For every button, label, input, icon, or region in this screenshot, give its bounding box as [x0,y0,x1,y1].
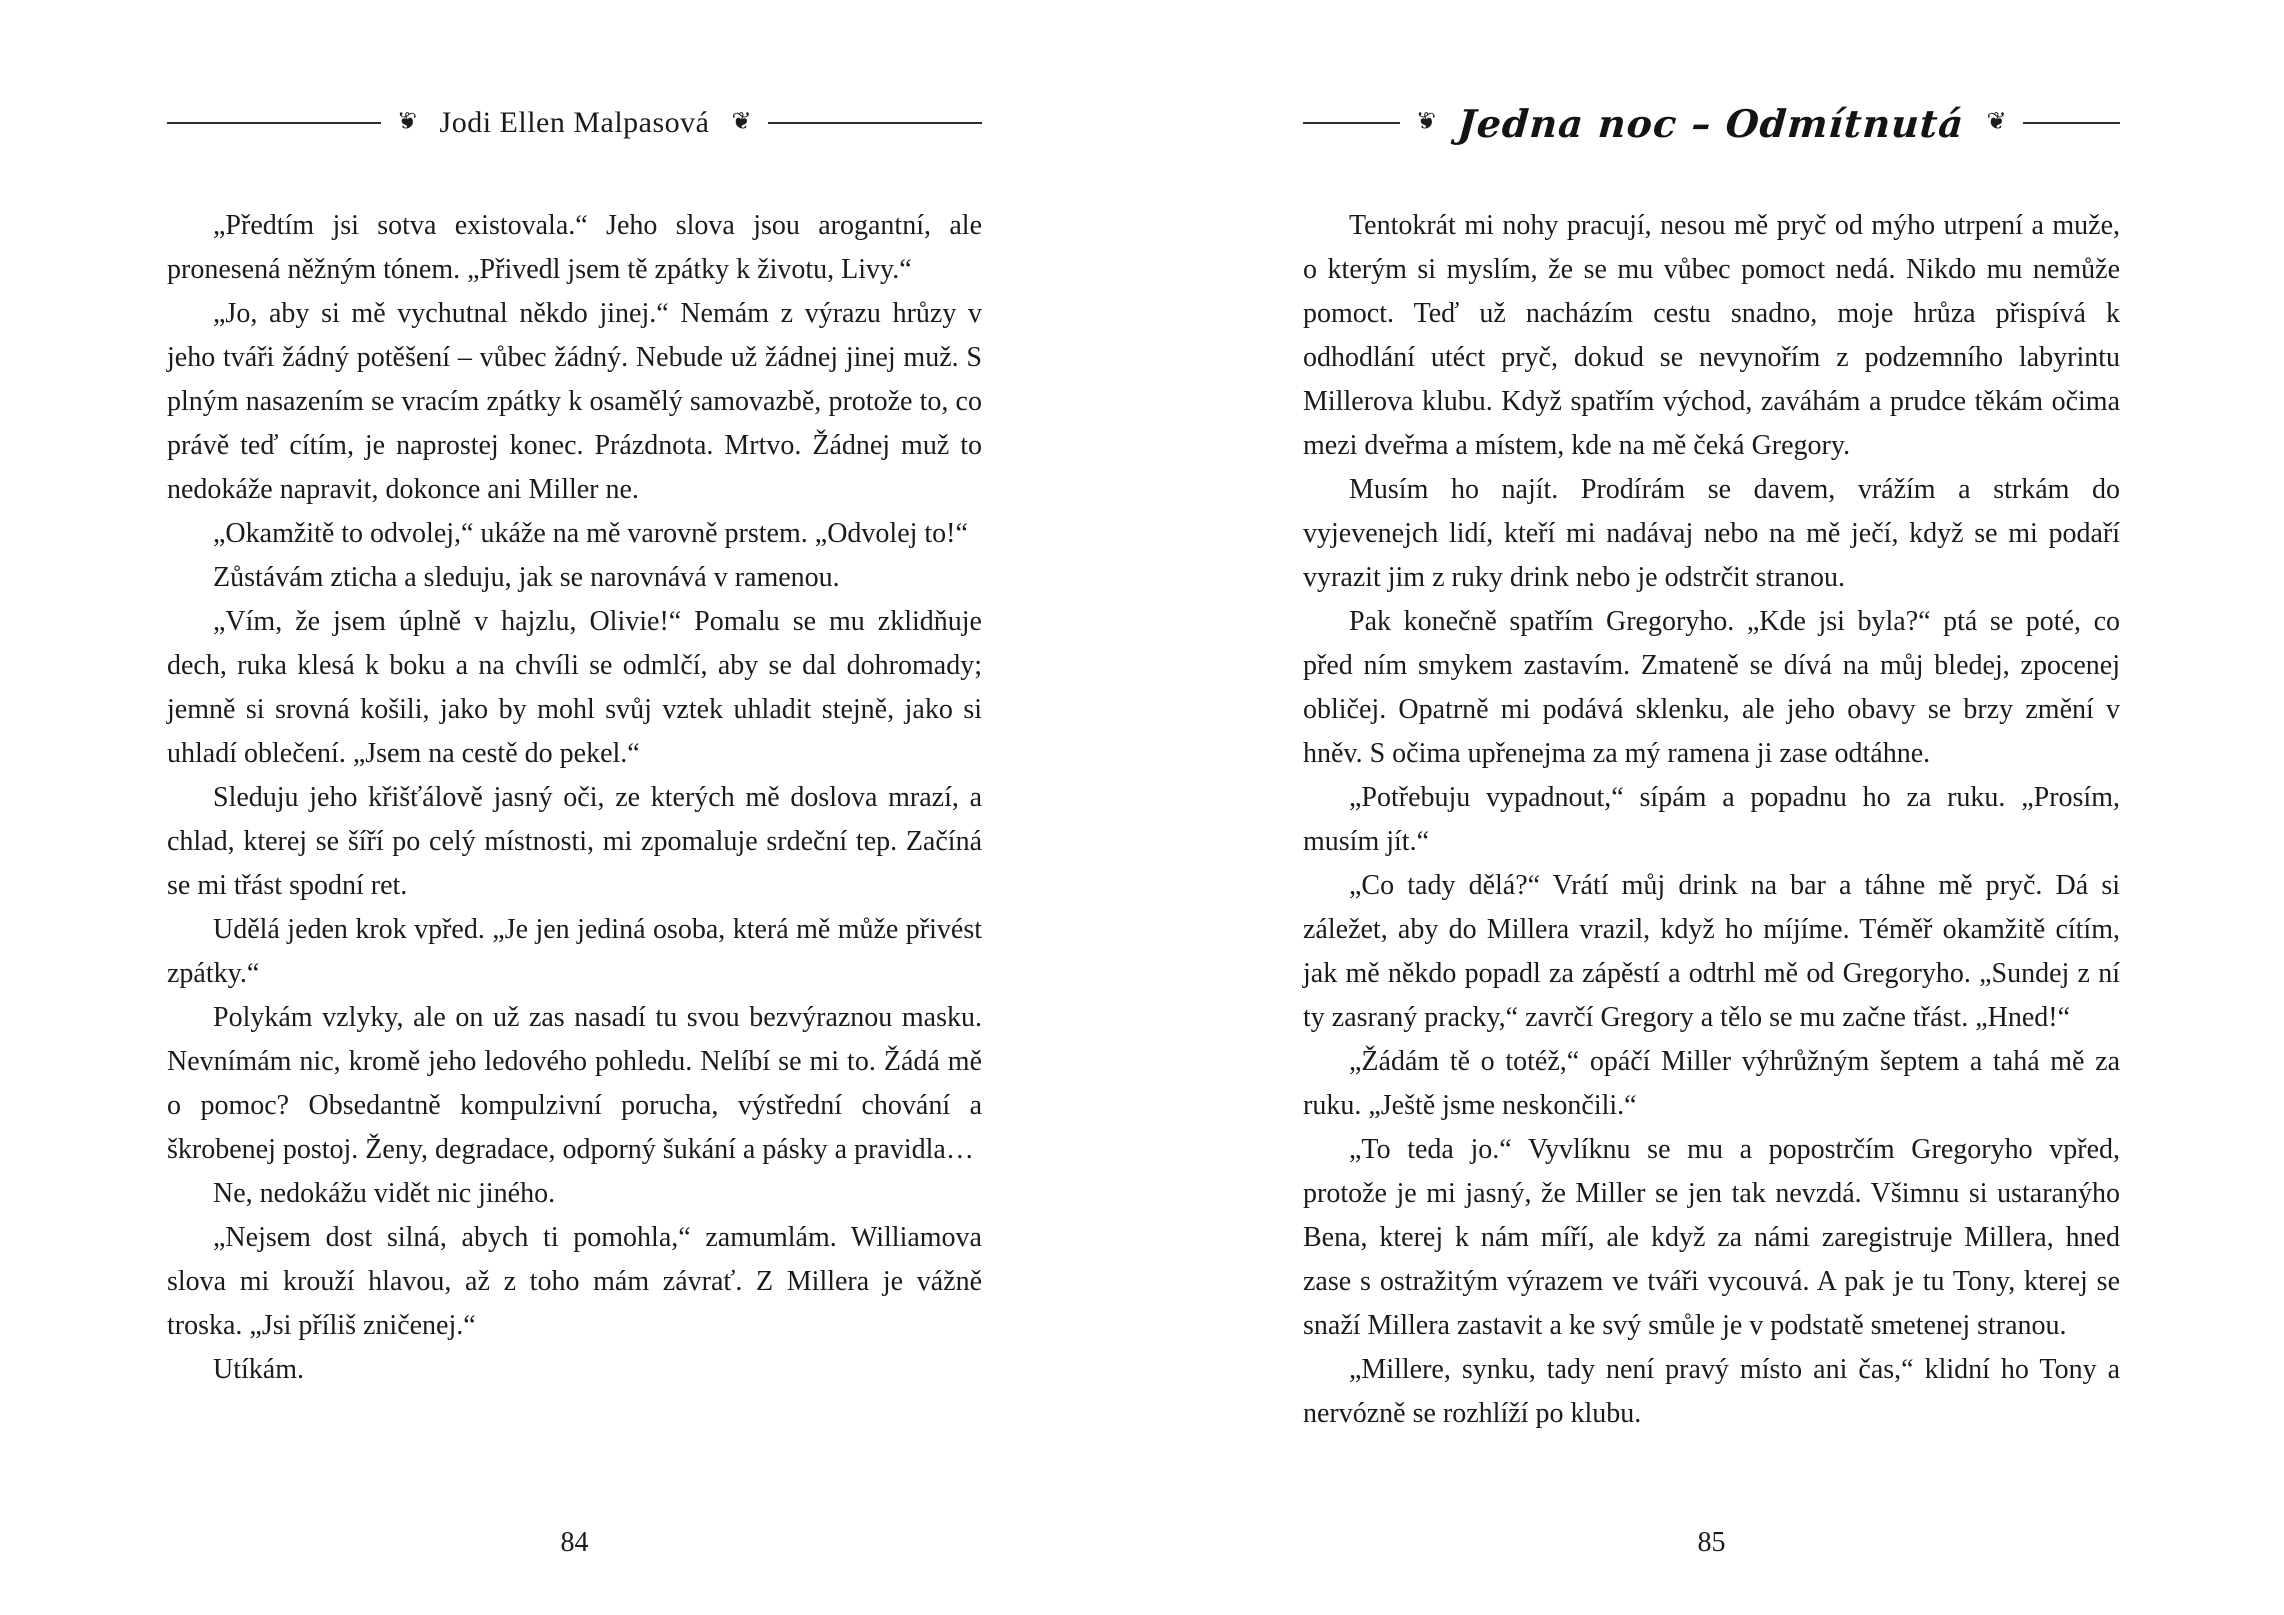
paragraph: Ne, nedokážu vidět nic jiného. [213,1178,556,1209]
paragraph: „Nejsem dost silná, abych ti pomohla,“ zamumlám. Williamova slova mi krouží hlavou, až z toho mám závrať. Z Millera je vážně troska. „Jsi příliš zničenej.“ [167,1222,982,1341]
page-number: 84 [560,1527,589,1558]
header-rule-left [1303,122,1400,124]
book-title: Jedna noc – Odmítnutá [1456,100,1967,146]
paragraph: Polykám vzlyky, ale on už zas nasadí tu svou bezvýraznou masku. Nevnímám nic, kromě jeho ledového pohledu. Nelíbí se mi to. Žádá mě o pomoc? Obsedantně kompulzivní porucha, výstřední chování a škrobenej postoj. Ženy, degradace, odporný šukání a pásky a pravidla… [167,1002,982,1165]
right-page [1142,0,2284,1615]
paragraph: „To teda jo.“ Vyvlíknu se mu a popostrčím Gregoryho vpřed, protože je mi jasný, že Miller se jen tak nevzdá. Všimnu si ustaranýho Bena, kterej k nám míří, ale když za námi zaregistruje Millera, hned zase s ostražitým výrazem ve tváři vycouvá. A pak je tu Tony, kterej se snaží Millera zastavit a ke svý smůle je v podstatě smetenej stranou. [1303,1134,2120,1341]
paragraph: Zůstávám zticha a sleduju, jak se narovnává v ramenou. [213,562,840,593]
fleuron-icon: ❦ [1986,107,2007,135]
paragraph: „Žádám tě o totéž,“ opáčí Miller výhrůžným šeptem a tahá mě za ruku. „Ještě jsme neskončili.“ [1303,1046,2120,1121]
header-rule-right [2023,122,2120,124]
right-page-footer [1303,1527,2120,1569]
paragraph: „Millere, synku, tady není pravý místo ani čas,“ klidní ho Tony a nervózně se rozhlíží po klubu. [1303,1354,2120,1429]
paragraph: „Vím, že jsem úplně v hajzlu, Olivie!“ Pomalu se mu zklidňuje dech, ruka klesá k boku a na chvíli se odmlčí, aby se dal dohromady; jemně si srovná košili, jako by mohl svůj vztek uhladit stejně, jako si uhladí oblečení. „Jsem na cestě do pekel.“ [167,606,982,769]
right-page-body [1303,204,2120,1436]
fleuron-icon: ❦ [1416,107,1437,135]
fleuron-icon: ❦ [397,107,418,135]
header-rule-left [167,122,381,124]
right-page-header [1303,100,2120,146]
left-page-footer [167,1527,982,1569]
paragraph: Pak konečně spatřím Gregoryho. „Kde jsi byla?“ ptá se poté, co před ním smykem zastavím. Zmateně se dívá na můj bledej, zpocenej obličej. Opatrně mi podává sklenku, ale jeho obavy se brzy změní v hněv. S očima upřenejma za mý ramena ji zase odtáhne. [1303,606,2120,769]
author-name: Jodi Ellen Malpasová [439,106,710,139]
paragraph: „Potřebuju vypadnout,“ sípám a popadnu ho za ruku. „Prosím, musím jít.“ [1303,782,2120,857]
paragraph: Sleduju jeho křišťálově jasný oči, ze kterých mě doslova mrazí, a chlad, kterej se šíří po celý místnosti, mi zpomaluje srdeční tep. Začíná se mi třást spodní ret. [167,782,982,901]
paragraph: „Předtím jsi sotva existovala.“ Jeho slova jsou arogantní, ale pronesená něžným tónem. „Přivedl jsem tě zpátky k životu, Livy.“ [167,210,982,285]
left-page-body [167,204,982,1392]
paragraph: „Okamžitě to odvolej,“ ukáže na mě varovně prstem. „Odvolej to!“ [213,518,968,549]
paragraph: Tentokrát mi nohy pracují, nesou mě pryč od mýho utrpení a muže, o kterým si myslím, že se mu vůbec pomoct nedá. Nikdo mu nemůže pomoct. Teď už nacházím cestu snadno, moje hrůza přispívá k odhodlání utéct pryč, dokud se nevynořím z podzemního labyrintu Millerova klubu. Když spatřím východ, zaváhám a prudce těkám očima mezi dveřma a místem, kde na mě čeká Gregory. [1303,210,2120,461]
page-number: 85 [1697,1527,1726,1558]
paragraph: Musím ho najít. Prodírám se davem, vrážím a strkám do vyjevenejch lidí, kteří mi nadávaj nebo na mě ječí, když se mi podaří vyrazit jim z ruky drink nebo je odstrčit stranou. [1303,474,2120,593]
paragraph: Utíkám. [213,1354,304,1385]
left-page-header [167,100,982,146]
paragraph: „Jo, aby si mě vychutnal někdo jinej.“ Nemám z výrazu hrůzy v jeho tváři žádný potěšení – vůbec žádný. Nebude už žádnej jinej muž. S plným nasazením se vracím zpátky k osamělý samovazbě, protože to, co právě teď cítím, je naprostej konec. Prázdnota. Mrtvo. Žádnej muž to nedokáže napravit, dokonce ani Miller ne. [167,298,982,505]
fleuron-icon: ❦ [731,107,752,135]
paragraph: Udělá jeden krok vpřed. „Je jen jediná osoba, která mě může přivést zpátky.“ [167,914,982,989]
paragraph: „Co tady dělá?“ Vrátí můj drink na bar a táhne mě pryč. Dá si záležet, aby do Millera vrazil, když ho míjíme. Téměř okamžitě cítím, jak mě někdo popadl za zápěstí a odtrhl mě od Gregoryho. „Sundej z ní ty zasraný pracky,“ zavrčí Gregory a tělo se mu začne třást. „Hned!“ [1303,870,2120,1033]
header-rule-right [768,122,982,124]
